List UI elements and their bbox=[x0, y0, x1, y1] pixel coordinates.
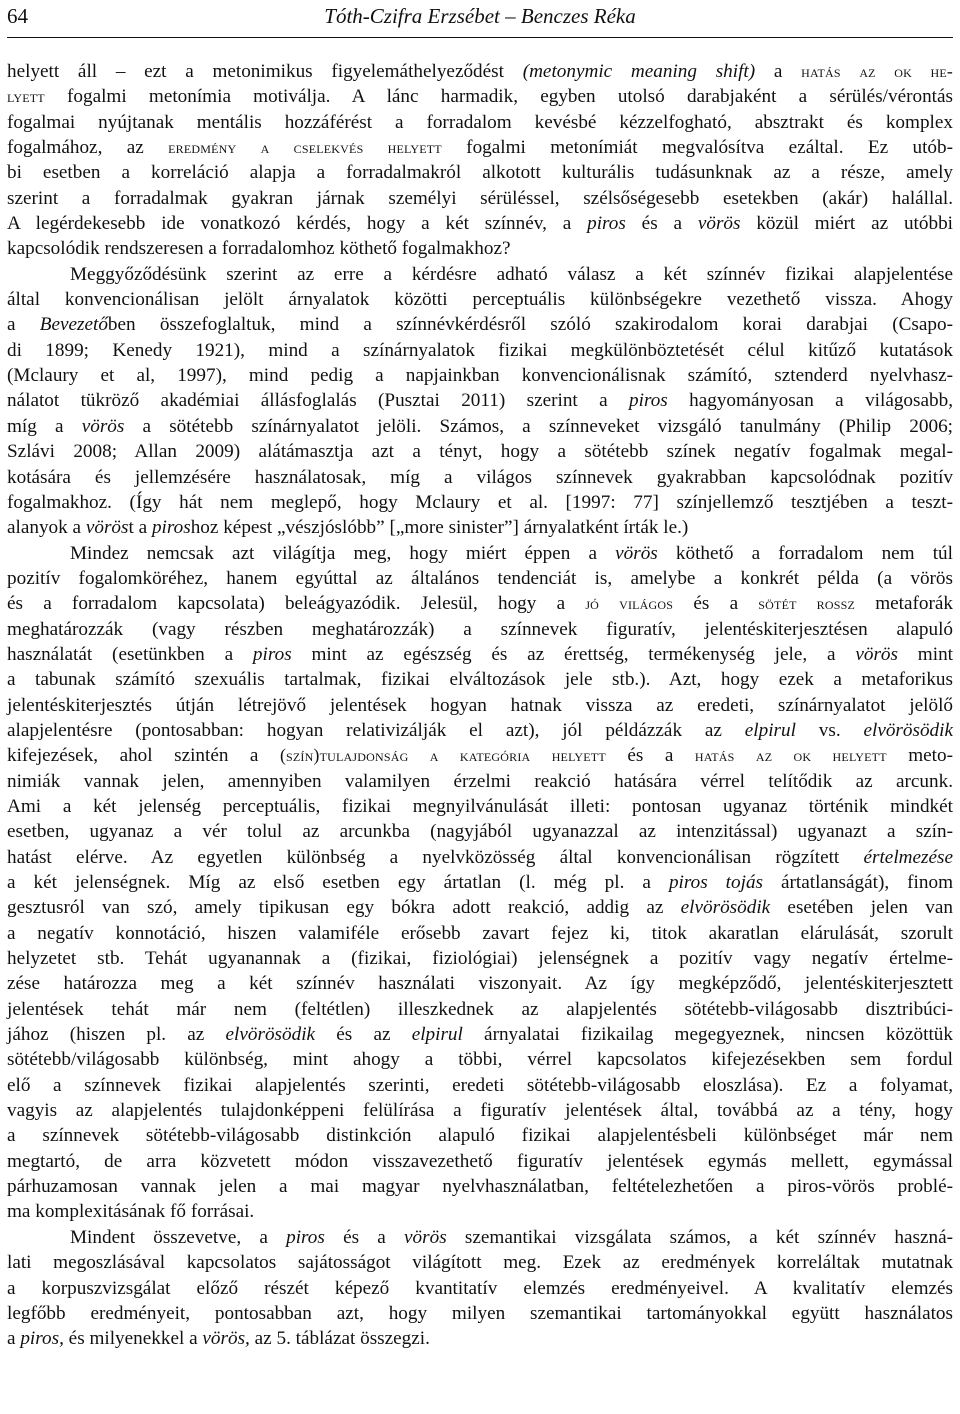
body-text bbox=[7, 59, 953, 1352]
text-run: jelentéskiterjesztés útján létrejövő jelentések hogyan hatnak vissza az eredeti, színárnyalatot jelölő bbox=[7, 694, 953, 716]
text-run: esetében jelen van bbox=[770, 897, 953, 919]
text-run: mint bbox=[897, 643, 953, 665]
text-run: ártatlanságát), finom bbox=[763, 872, 954, 893]
text-run: fogalmi metonímiát megvalósítva ezáltal. Ez utób- bbox=[441, 137, 953, 159]
italic-term: vörös bbox=[697, 213, 741, 235]
text-line bbox=[7, 439, 953, 464]
italic-term: vörös bbox=[81, 415, 125, 437]
text-line bbox=[7, 110, 953, 135]
text-line bbox=[7, 338, 953, 363]
text-line bbox=[7, 895, 953, 920]
small-caps-term: (szín)tulajdonság a kategória helyett bbox=[279, 745, 606, 766]
small-caps-term: sötét rossz bbox=[758, 593, 856, 614]
text-run: fogalmához, az bbox=[7, 137, 169, 159]
italic-term: vörös bbox=[404, 1226, 447, 1248]
text-line bbox=[7, 262, 953, 287]
text-line bbox=[7, 1199, 953, 1224]
text-run: hatást elérve. Az egyetlen különbség a nyelvközösség által konvencionálisan rögzített bbox=[7, 846, 864, 868]
text-line bbox=[7, 1073, 953, 1098]
italic-term: (metonymic meaning shift) bbox=[522, 61, 756, 82]
italic-term: elpirul bbox=[744, 719, 796, 741]
text-line bbox=[7, 667, 953, 692]
text-line bbox=[7, 1225, 953, 1250]
text-run: legfőbb eredményeit, pontosabban azt, hogy milyen szemantikai tartományokkal együtt használatos bbox=[7, 1302, 953, 1324]
text-run: zése határozza meg a két színnév használati viszonyait. Az így megképződő, jelentéskiterjesztett bbox=[7, 973, 953, 995]
text-run: a negatív konnotáció, hiszen valamiféle erősebb zavart fejez ki, titok akaratlan elárulását, szorult bbox=[7, 922, 953, 944]
text-line bbox=[7, 236, 953, 261]
text-run: ben összefoglaltuk, mind a színnévkérdésről szóló szakirodalom korai darabjai (Csapo- bbox=[107, 314, 953, 336]
text-line bbox=[7, 211, 953, 236]
text-run: Mindent összevetve, a bbox=[70, 1226, 287, 1248]
italic-term: elvörösödik bbox=[863, 719, 953, 741]
text-run: Ami a két jelenség perceptuális, fizikai megnyilvánulását illeti: pontosan ugyanaz történik mindkét bbox=[7, 795, 953, 817]
small-caps-term: hatás az ok helyett bbox=[694, 745, 887, 766]
text-run: pozitív fogalomköréhez, hanem egyúttal az általános tendenciát is, amelybe a konkrét példa (a vörös bbox=[7, 567, 953, 589]
small-caps-term: eredmény a cselekvés helyett bbox=[168, 137, 442, 158]
text-run: a sötétebb színárnyalatot jelöli. Számos, a színneveket vizsgáló tanulmány (Philip 2006; bbox=[124, 415, 954, 437]
text-line bbox=[7, 617, 953, 642]
text-line bbox=[7, 465, 953, 490]
text-run: a színnevek sötétebb-világosabb distinkción alapuló fizikai alapjelentésbeli különbséget már nem bbox=[7, 1125, 953, 1147]
text-run: fogalmi metonímia motiválja. A lánc harmadik, egyben utolsó darabjaként a sérülés/vérontás bbox=[44, 86, 953, 108]
text-run: ma komplexitásának fő forrásai. bbox=[7, 1201, 255, 1223]
italic-term: piros bbox=[629, 390, 668, 412]
text-line bbox=[7, 1149, 953, 1174]
text-run: Meggyőződésünk szerint az erre a kérdésre adható válasz a két színnév fizikai alapjelentése bbox=[70, 263, 953, 285]
text-line bbox=[7, 135, 953, 160]
text-line bbox=[7, 1022, 953, 1047]
italic-term: piros bbox=[252, 643, 292, 665]
text-run: az 5. táblázat összegzi. bbox=[249, 1328, 430, 1350]
italic-term: piros, bbox=[20, 1328, 64, 1350]
text-run: alapjelentésre (pontosabban: hogyan relativizálják el azt), jól példázzák az bbox=[7, 719, 745, 741]
text-line bbox=[7, 1123, 953, 1148]
text-line bbox=[7, 946, 953, 971]
text-line bbox=[7, 1250, 953, 1275]
text-line bbox=[7, 971, 953, 996]
text-line bbox=[7, 490, 953, 515]
small-caps-term: jó világos bbox=[585, 593, 674, 614]
italic-term: vörös, bbox=[202, 1328, 250, 1350]
text-line bbox=[7, 997, 953, 1022]
text-run: (Mclaury et al, 1997), mind pedig a napjainkban konvencionálisnak számító, sztenderd nyelvhasz- bbox=[7, 365, 953, 387]
text-run: és a bbox=[625, 213, 698, 235]
text-run: és a bbox=[324, 1226, 405, 1248]
text-line bbox=[7, 693, 953, 718]
text-line bbox=[7, 312, 953, 337]
text-run: meto- bbox=[886, 745, 953, 767]
text-run: a bbox=[7, 314, 40, 336]
text-run: nálatot tükröző akadémiai állásfoglalás (Pusztai 2011) szerint a bbox=[7, 390, 630, 412]
text-line bbox=[7, 819, 953, 844]
text-line bbox=[7, 160, 953, 185]
text-run: a bbox=[755, 61, 802, 82]
text-line bbox=[7, 743, 953, 768]
text-line bbox=[7, 414, 953, 439]
text-line bbox=[7, 541, 953, 566]
text-run: A legérdekesebb ide vonatkozó kérdés, hogy a két színnév, a bbox=[7, 213, 588, 235]
text-line bbox=[7, 921, 953, 946]
header-rule bbox=[7, 37, 953, 38]
text-run: használatát (esetünkben a bbox=[7, 643, 253, 665]
italic-term: vörös bbox=[615, 542, 658, 564]
text-run: a bbox=[7, 1328, 21, 1350]
page-number: 64 bbox=[7, 4, 28, 28]
text-run: és a bbox=[673, 593, 759, 615]
text-run: elő a színnevek fizikai alapjelentés szerinti, eredeti sötétebb-világosabb eloszlása). Ez a folyamat, bbox=[7, 1074, 953, 1096]
text-run: t a bbox=[128, 517, 152, 539]
text-line bbox=[7, 59, 953, 84]
text-run: és milyenekkel a bbox=[63, 1328, 203, 1350]
text-line bbox=[7, 1301, 953, 1326]
text-run: hagyományosan a világosabb, bbox=[667, 390, 953, 412]
running-head: Tóth-Czifra Erzsébet – Benczes Réka bbox=[324, 4, 636, 28]
text-line bbox=[7, 1326, 953, 1351]
text-run: megtartó, de arra közvetett módon visszavezethető figuratív jelentések egymás mellett, egymással bbox=[7, 1150, 953, 1172]
text-run: párhuzamosan vannak jelen a mai magyar nyelvhasználatban, feltételezhetően a piros-vörös problé- bbox=[7, 1176, 953, 1198]
text-run: meghatározzák (vagy részben meghatározzák) a színnevek figuratív, jelentéskiterjesztésen alapuló bbox=[7, 618, 953, 640]
text-run: jához (hiszen pl. az bbox=[7, 1024, 226, 1046]
text-run: hoz képest „vészjóslóbb” [„more sinister”] árnyalatként írták le.) bbox=[190, 517, 689, 539]
text-run: és a bbox=[605, 745, 695, 767]
text-run: mint az egészség és az érettség, termékenység jele, a bbox=[291, 643, 856, 665]
text-run: árnyalatai fizikailag megegyeznek, nincsen közöttük bbox=[462, 1024, 953, 1046]
text-line bbox=[7, 794, 953, 819]
text-line bbox=[7, 1098, 953, 1123]
italic-term: elpirul bbox=[411, 1024, 463, 1046]
text-run: fogalmai nyújtanak mentális hozzáférést a forradalom kevésbé kézzelfogható, absztrakt és komplex bbox=[7, 111, 953, 133]
text-run: vagyis az alapjelentés tulajdonképpeni felülírása a figuratív jelentések által, továbbá az a tény, hogy bbox=[7, 1100, 953, 1122]
italic-term: piros bbox=[151, 517, 191, 539]
text-run: alanyok a bbox=[7, 517, 86, 539]
text-run: a két jelenségnek. Míg az első esetben egy ártatlan (l. még pl. a bbox=[7, 872, 669, 893]
italic-term: Bevezető bbox=[39, 314, 108, 336]
text-line bbox=[7, 845, 953, 870]
text-run: kapcsolódik rendszeresen a forradalomhoz köthető fogalmakhoz? bbox=[7, 238, 511, 260]
text-line bbox=[7, 1276, 953, 1301]
text-run: köthető a forradalom nem túl bbox=[657, 542, 953, 564]
italic-term: piros tojás bbox=[668, 872, 764, 893]
text-run: közül miért az utóbbi bbox=[740, 213, 953, 235]
text-line bbox=[7, 186, 953, 211]
text-line bbox=[7, 870, 953, 895]
text-line bbox=[7, 591, 953, 616]
text-run: helyett áll – ezt a metonimikus figyelemáthelyeződést bbox=[7, 61, 523, 82]
text-run: és a forradalom kapcsolata) beleágyazódik. Jelesül, hogy a bbox=[7, 593, 586, 615]
page-header bbox=[7, 0, 953, 38]
text-run: sötétebb/világosabb különbség, mint ahogy a többi, vérrel kapcsolatos kifejezésekben sem fordul bbox=[7, 1049, 953, 1071]
text-line bbox=[7, 642, 953, 667]
text-run: lati megoszlásával kapcsolatos sajátosságot világított meg. Ezek az eredmények korreláltak mutatnak bbox=[7, 1252, 953, 1274]
text-line bbox=[7, 566, 953, 591]
italic-term: vörös bbox=[855, 643, 898, 665]
text-run: kifejezések, ahol szintén a bbox=[7, 745, 280, 767]
text-run: Szlávi 2008; Allan 2009) alátámasztja azt a tényt, hogy a sötétebb színek negatív fogalmak megal- bbox=[7, 441, 953, 463]
italic-term: piros bbox=[587, 213, 626, 235]
small-caps-term: lyett bbox=[7, 86, 45, 107]
text-run: a korpuszvizsgálat előző részét képező kvantitatív elemzés eredményeivel. A kvalitatív elemzés bbox=[7, 1277, 953, 1299]
text-run: jelentések tehát már nem (feltétlen) illeszkednek az alapjelentés sötétebb-világosabb disztribúci- bbox=[7, 998, 953, 1020]
text-run: nimiák vannak jelen, amennyiben valamilyen érzelmi reakció hatására vérrel telítődik az arcunk. bbox=[7, 770, 953, 792]
italic-term: elvörösödik bbox=[225, 1024, 316, 1046]
text-run: helyzetet stb. Tehát ugyanannak a (fizikai, fiziológiai) jelenségnek a pozitív vagy negatív értelme- bbox=[7, 948, 953, 970]
text-line bbox=[7, 1174, 953, 1199]
text-line bbox=[7, 769, 953, 794]
text-line bbox=[7, 388, 953, 413]
text-line bbox=[7, 515, 953, 540]
italic-term: vörös bbox=[85, 517, 129, 539]
text-run: Mindez nemcsak azt világítja meg, hogy miért éppen a bbox=[70, 542, 616, 564]
text-line bbox=[7, 718, 953, 743]
text-run: szemantikai vizsgálata számos, a két színnév haszná- bbox=[446, 1226, 954, 1248]
text-run: bi esetben a korreláció alapja a forradalmakról alkotott kulturális tudásunknak az a része, amely bbox=[7, 162, 953, 184]
text-run: gesztusról van szó, amely tipikusan egy bókra adott reakció, addig az bbox=[7, 897, 681, 919]
small-caps-term: hatás az ok he- bbox=[801, 61, 953, 81]
text-run: di 1899; Kenedy 1921), mind a színárnyalatok fizikai megkülönböztetését célul kitűző kutatások bbox=[7, 339, 953, 361]
text-line bbox=[7, 1047, 953, 1072]
text-line bbox=[7, 84, 953, 109]
text-line bbox=[7, 363, 953, 388]
text-run: által konvencionálisan jelölt árnyalatok közötti perceptuális különbségekre vezethető vissza. Ahogy bbox=[7, 289, 953, 311]
text-run: míg a bbox=[7, 415, 82, 437]
text-run: szerint a forradalmak gyakran járnak személyi sérüléssel, szélsőségesebb esetekben (akár) halállal. bbox=[7, 187, 953, 209]
text-line bbox=[7, 287, 953, 312]
italic-term: piros bbox=[286, 1226, 325, 1248]
text-run: és az bbox=[315, 1024, 412, 1046]
italic-term: elvörösödik bbox=[680, 897, 771, 919]
text-run: a tabunak számító szexuális tartalmak, fizikai elváltozások jele stb.). Azt, hogy ezek a metaforikus bbox=[7, 669, 953, 691]
text-run: esetben, ugyanaz a vér tolul az arcunkba (nagyjából ugyanazzal az intenzitással) ugyanazt a szín- bbox=[7, 821, 953, 843]
text-run: vs. bbox=[795, 719, 864, 741]
text-run: kotására és jellemzésére használatosak, míg a világos színnevek gyakrabban kapcsolódnak pozitív bbox=[7, 466, 953, 488]
italic-term: értelmezése bbox=[863, 846, 953, 868]
text-run: metaforák bbox=[855, 593, 953, 615]
text-run: fogalmakhoz. (Így hát nem meglepő, hogy Mclaury et al. [1997: 77] színjellemző tesztjében a teszt- bbox=[7, 491, 953, 513]
